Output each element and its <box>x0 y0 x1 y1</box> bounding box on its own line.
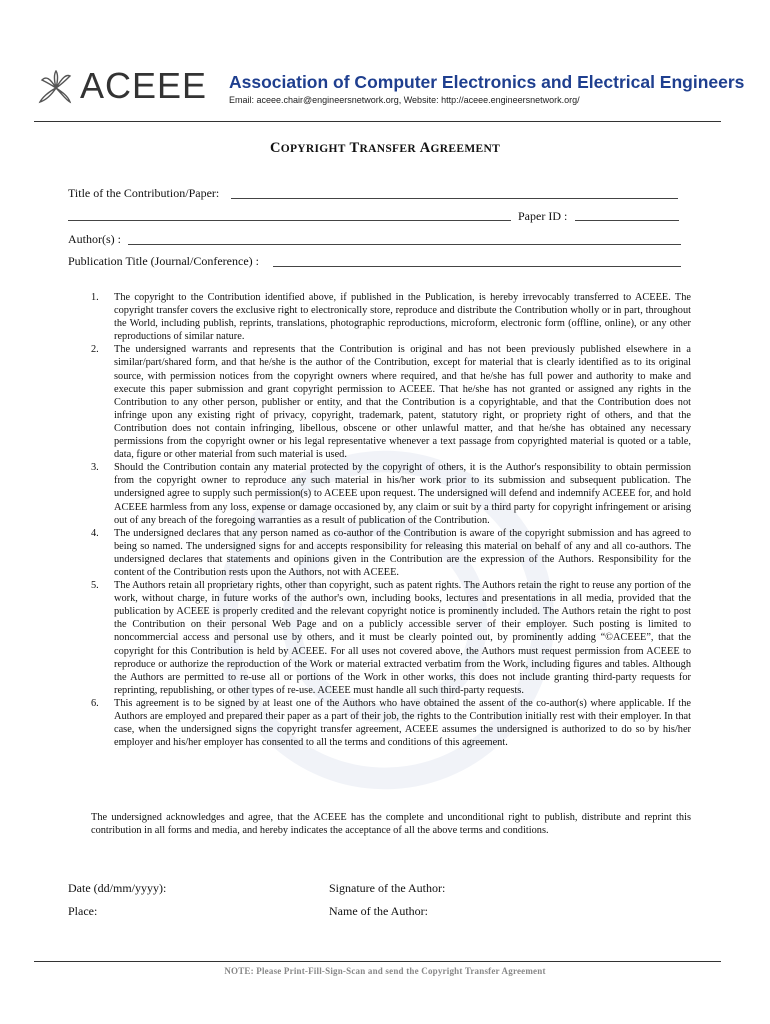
clause-item: 5. The Authors retain all proprietary rights, other than copyright, such as patent rights. The Authors retain the right to reuse any portion of the work, without charge, in future works of the author's own, including books, lectures and presentations in all media, provided that the publication by ACEEE is properly credited and the relevant copyright notice is prominently included. The Authors retain the right to post the Contribution on their personal Web Page and on a publicly accessible server of their employer. Such posting is limited to noncommercial access and personal use by others, and it must be clearly pointed out, by prominently adding “©ACEEE”, that the copyright for this Contribution is held by ACEEE. For all uses not covered above, the Authors must request permission from ACEEE to reproduce or authorize the reproduction of the Work or material extracted verbatim from the Work, including figures and tables. Although the Authors are permitted to re-use all or portions of the Work in other works, this does not include granting third-party requests for reprinting, republishing, or other types of re-use. ACEEE must handle all such third-party requests. <box>91 580 691 696</box>
date-label: Date (dd/mm/yyyy): <box>68 881 167 895</box>
title-input-line[interactable] <box>231 198 678 199</box>
title-continuation-line[interactable] <box>68 220 511 221</box>
authors-input-line[interactable] <box>128 244 681 245</box>
publication-label: Publication Title (Journal/Conference) : <box>68 254 259 268</box>
place-label: Place: <box>68 904 98 918</box>
footer-note: NOTE: Please Print-Fill-Sign-Scan and send the Copyright Transfer Agreement <box>224 966 546 976</box>
acknowledgement-text: The undersigned acknowledges and agree, that the ACEEE has the complete and unconditional right to publish, distribute and reprint this contribution in all forms and media, and hereby indicates the acceptance of all the above terms and conditions. <box>91 812 691 837</box>
agreement-clauses <box>91 291 691 749</box>
aceee-logo-icon <box>36 70 76 106</box>
document-title: COPYRIGHT TRANSFER AGREEMENT <box>269 140 501 156</box>
clause-item: 4. The undersigned declares that any person named as co-author of the Contribution is aware of the copyright submission and has agreed to being so named. The undersigned signs for and accepts responsibility for releasing this material on behalf of any and all co-authors. The undersigned declares that statements and opinions given in the Contribution are the expression of the Authors. Responsibility for the content of the Contribution rests upon the Authors, not with ACEEE. <box>91 527 691 578</box>
clause-item: 6. This agreement is to be signed by at least one of the Authors who have obtained the assent of the co-author(s) where applicable. If the Authors are employed and prepared their paper as a part of their job, the rights to the Contribution initially rest with their employer. In that case, when the undersigned signs the copyright transfer agreement, ACEEE assumes the undersigned is authorized to do so by his/her employer and his/her employer has consented to all the terms and conditions of this agreement. <box>91 697 691 749</box>
authors-label: Author(s) : <box>68 232 121 246</box>
organization-contact: Email: aceee.chair@engineersnetwork.org, Website: http://aceee.engineersnetwork.org/ <box>229 95 580 105</box>
organization-name: Association of Computer Electronics and Electrical Engineers <box>229 72 745 92</box>
paper-id-input-line[interactable] <box>575 220 679 221</box>
header-divider <box>34 121 721 122</box>
publication-input-line[interactable] <box>273 266 681 267</box>
title-label: Title of the Contribution/Paper: <box>68 186 220 200</box>
footer-divider <box>34 961 721 962</box>
signature-label: Signature of the Author: <box>329 881 446 895</box>
clause-item: 1. The copyright to the Contribution identified above, if published in the Publication, is hereby irrevocably transferred to ACEEE. The copyright transfer covers the exclusive right to electronically store, reproduce and distribute the Contribution wholly or in part, throughout the World, including publish, reprints, translations, photographic reproductions, microform, electronic form (offline, online), or any other reproductions of similar nature. <box>91 292 691 343</box>
clause-item: 3. Should the Contribution contain any material protected by the copyright of others, it is the Author's responsibility to obtain permission from the copyright owner to reproduce any such material in his/her work prior to its submission and subsequent publication. The undersigned agree to supply such permission(s) to ACEEE upon request. The undersigned will defend and indemnify ACEEE for, and hold ACEEE harmless from any loss, expense or damage occasioned by, any claim or suit by a third party for copyright infringement or arising out of any breach of the foregoing warranties as a result of publication of the Contribution. <box>91 462 691 526</box>
author-name-label: Name of the Author: <box>329 904 428 918</box>
aceee-logo-text: ACEEE <box>80 65 208 106</box>
clause-item: 2. The undersigned warrants and represents that the Contribution is original and has not been previously published elsewhere in a similar/part/shared form, and that he/she is the author of the Contribution, except for material that is clearly identified as to its original source, with permission notices from the copyright owners where required, and that he/she has full power and authority to make and execute this paper submission and grant copyright permission to ACEEE. That he/she has not granted or assigned any rights in the Contribution to any other person, publisher or entity, and that the Contribution is a copyrightable, and that the Contribution does not infringe upon any existing right of privacy, copyright, trademark, patent, statutory right, or propriety right of others, and that the Contribution does not contain infringing, libellous, obscene or other unlawful matter, and that he/she has obtained any necessary permissions from the copyright owner or his legal representative whenever a text passage from copyrighted material is quoted or a table, data, figure or other material from such material is used. <box>91 344 691 461</box>
paper-id-label: Paper ID : <box>518 209 568 223</box>
